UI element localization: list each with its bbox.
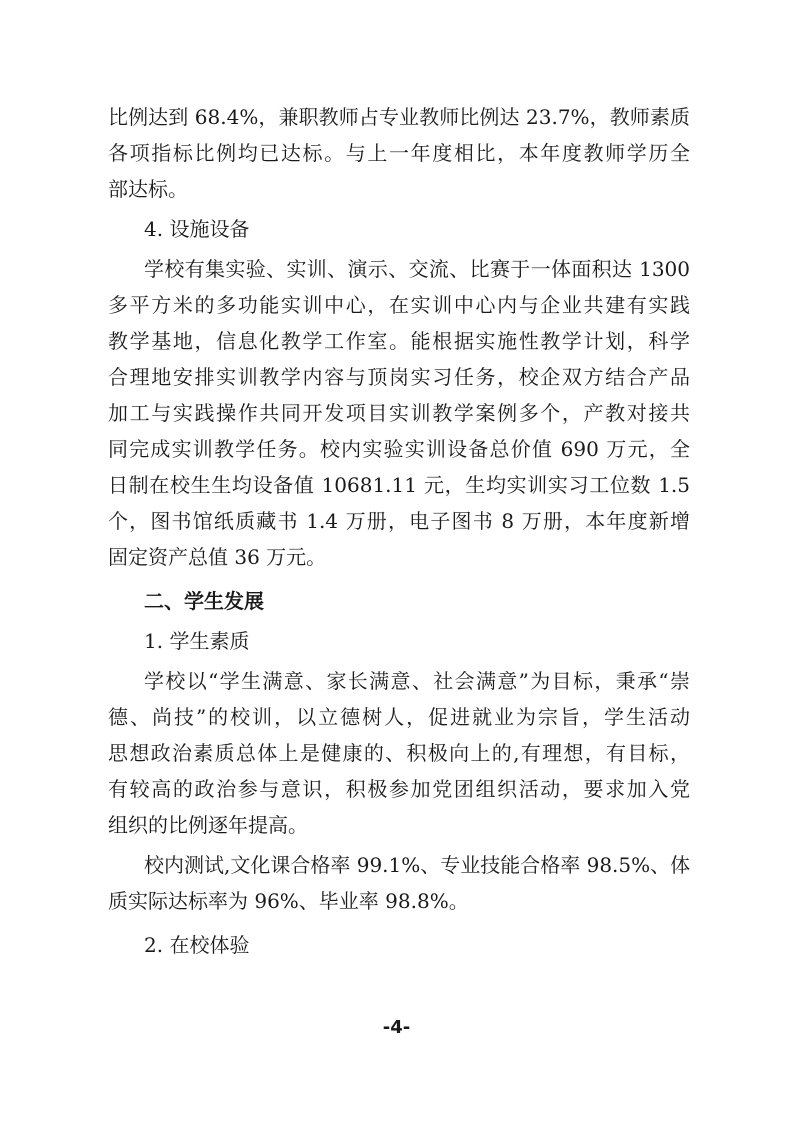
body-text-line: 部达标。 [108,177,188,201]
body-text-line: 德、尚技”的校训，以立德树人，促进就业为宗旨，学生活动 [108,705,690,729]
body-text-line: 质实际达标率为 96%、毕业率 98.8%。 [108,889,469,913]
body-text-line: 同完成实训教学任务。校内实验实训设备总价值 690 万元，全 [108,437,690,461]
section-heading: 二、学生发展 [144,589,264,613]
subsection-heading: 2. 在校体验 [144,933,250,957]
body-text-line: 学校以“学生满意、家长满意、社会满意”为目标，秉承“崇 [144,669,690,693]
body-text-line: 教学基地，信息化教学工作室。能根据实施性教学计划，科学 [108,329,690,353]
body-text-line: 学校有集实验、实训、演示、交流、比赛于一体面积达 1300 [144,257,690,281]
body-text-line: 有较高的政治参与意识，积极参加党团组织活动，要求加入党 [108,777,690,801]
body-text-line: 固定资产总值 36 万元。 [108,545,327,569]
body-text-line: 加工与实践操作共同开发项目实训教学案例多个，产教对接共 [108,401,690,425]
body-text-line: 思想政治素质总体上是健康的、积极向上的,有理想，有目标， [108,741,690,765]
body-text-line: 多平方米的多功能实训中心，在实训中心内与企业共建有实践 [108,293,690,317]
subsection-heading: 4. 设施设备 [144,217,250,241]
body-text-line: 组织的比例逐年提高。 [108,813,308,837]
body-text-line: 日制在校生生均设备值 10681.11 元，生均实训实习工位数 1.5 [108,473,690,497]
body-text-line: 校内测试,文化课合格率 99.1%、专业技能合格率 98.5%、体 [144,853,691,877]
body-text-line: 各项指标比例均已达标。与上一年度相比，本年度教师学历全 [108,141,690,165]
body-text-line: 合理地安排实训教学内容与顶岗实习任务，校企双方结合产品 [108,365,690,389]
body-text-line: 比例达到 68.4%，兼职教师占专业教师比例达 23.7%，教师素质 [108,105,690,129]
body-text-line: 个，图书馆纸质藏书 1.4 万册，电子图书 8 万册，本年度新增 [108,509,690,533]
page-number: -4- [382,1017,411,1038]
subsection-heading: 1. 学生素质 [144,629,250,653]
